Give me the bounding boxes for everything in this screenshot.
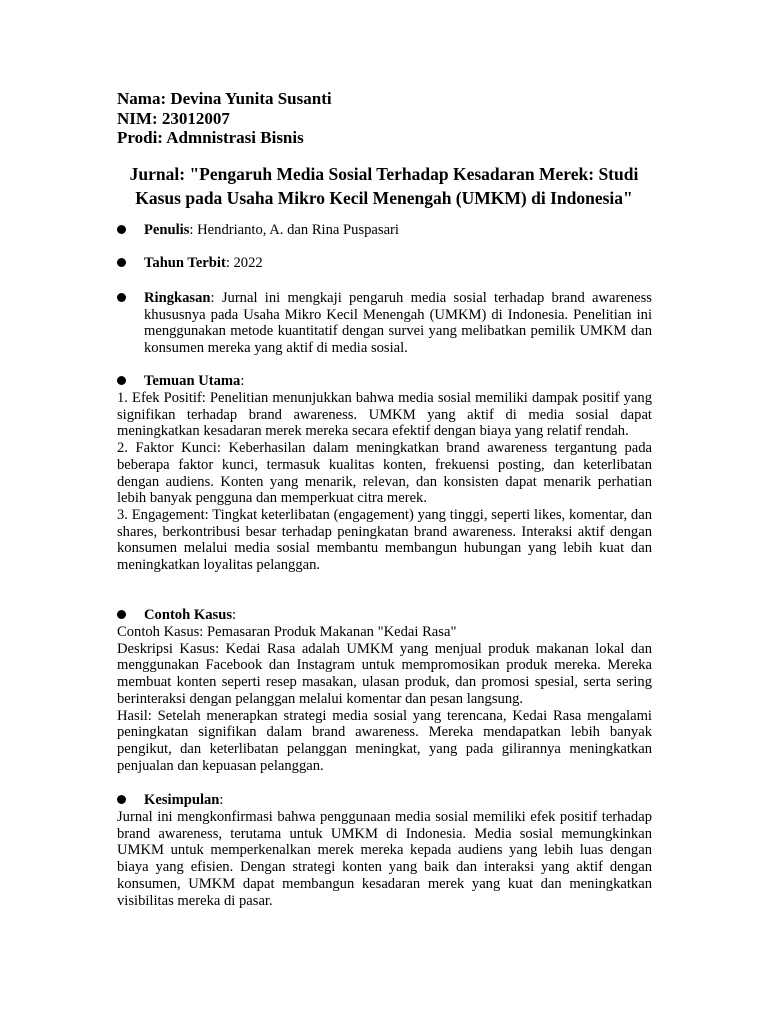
ringkasan-paragraph [117, 290, 652, 357]
temuan-suffix: : [240, 373, 245, 389]
contoh-suffix: : [232, 607, 237, 623]
bullet-icon [117, 293, 126, 302]
ringkasan-label: Ringkasan [144, 290, 211, 306]
contoh-item: Contoh Kasus: Pemasaran Produk Makanan "Kedai Rasa" [117, 624, 457, 640]
kesimpulan-section [117, 792, 652, 909]
bullet-icon [117, 795, 126, 804]
temuan-section [117, 373, 652, 574]
penulis-label: Penulis [144, 222, 190, 238]
student-prodi: Prodi: Admnistrasi Bisnis [117, 128, 304, 147]
kesimpulan-label: Kesimpulan [144, 792, 220, 808]
kesimpulan-suffix: : [219, 792, 224, 808]
tahun-section [117, 255, 652, 272]
penulis-section [117, 222, 652, 239]
student-nim: NIM: 23012007 [117, 108, 230, 128]
temuan-item: 2. Faktor Kunci: Keberhasilan dalam meningkatkan brand awareness tergantung pada beberapa faktor kunci, termasuk kualitas konten, frekuensi posting, dan keterlibatan dengan audiens. Konten yang menarik, relevan, dan konsisten dapat menarik perhatian lebih banyak pengguna dan memperkuat citra merek. [117, 440, 652, 507]
ringkasan-section [117, 290, 652, 357]
bullet-icon [117, 258, 126, 267]
journal-title: Jurnal: "Pengaruh Media Sosial Terhadap Kesadaran Merek: Studi Kasus pada Usaha Mikro Kecil Menengah (UMKM) di Indonesia" [129, 164, 639, 208]
temuan-item: 3. Engagement: Tingkat keterlibatan (engagement) yang tinggi, seperti likes, komentar, dan shares, berkontribusi besar terhadap peningkatan brand awareness. Interaksi aktif dengan konsumen melalui media sosial membantu membangun hubungan yang lebih kuat dan meningkatkan loyalitas pelanggan. [117, 506, 652, 574]
student-info [117, 89, 332, 148]
ringkasan-text: : Jurnal ini mengkaji pengaruh media sosial terhadap brand awareness khususnya pada Usaha Mikro Kecil Menengah (UMKM) di Indonesia. Penelitian ini menggunakan metode kuantitatif dengan survei yang melibatkan pemilik UMKM dan konsumen mereka yang aktif di media sosial. [144, 290, 652, 357]
student-name: Nama: Devina Yunita Susanti [117, 89, 332, 108]
contoh-label: Contoh Kasus [144, 607, 232, 623]
bullet-icon [117, 376, 126, 385]
penulis-value: : Hendrianto, A. dan Rina Puspasari [189, 222, 399, 238]
contoh-section [117, 607, 652, 774]
tahun-value: : 2022 [225, 255, 263, 271]
temuan-label: Temuan Utama [144, 373, 241, 389]
contoh-item: Deskripsi Kasus: Kedai Rasa adalah UMKM yang menjual produk makanan lokal dan menggunakan Facebook dan Instagram untuk mempromosikan produk mereka. Mereka membuat konten seperti resep masakan, ulasan produk, dan promosi spesial, serta sering berinteraksi dengan pelanggan melalui komentar dan pesan langsung. [117, 640, 652, 707]
tahun-label: Tahun Terbit [144, 255, 226, 271]
contoh-item: Hasil: Setelah menerapkan strategi media sosial yang terencana, Kedai Rasa mengalami peningkatan signifikan dalam brand awareness. Mereka mendapatkan lebih banyak pengikut, dan keterlibatan pelanggan meningkat, yang pada gilirannya meningkatkan penjualan dan kepuasan pelanggan. [117, 707, 652, 774]
temuan-item: 1. Efek Positif: Penelitian menunjukkan bahwa media sosial memiliki dampak positif yang signifikan terhadap brand awareness. UMKM yang aktif di media sosial dapat meningkatkan kesadaran merek mereka secara efektif dengan biaya yang relatif rendah. [117, 390, 652, 440]
bullet-icon [117, 225, 126, 234]
kesimpulan-text: Jurnal ini mengkonfirmasi bahwa penggunaan media sosial memiliki efek positif terhadap brand awareness, terutama untuk UMKM di Indonesia. Media sosial memungkinkan UMKM untuk memperkenalkan merek mereka kepada audiens yang lebih luas dengan biaya yang efisien. Dengan strategi konten yang baik dan interaksi yang aktif dengan konsumen, UMKM dapat membangun kesadaran merek yang kuat dan meningkatkan visibilitas mereka di pasar. [117, 809, 652, 909]
bullet-icon [117, 610, 126, 619]
